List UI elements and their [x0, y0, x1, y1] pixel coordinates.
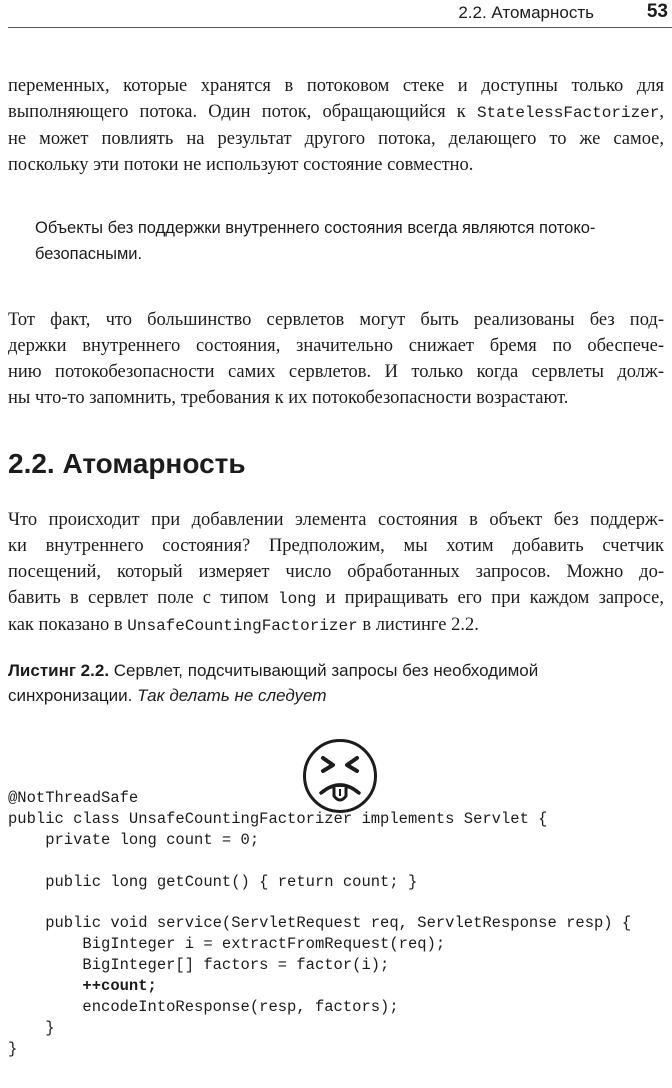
- note-line: Объекты без поддержки внутреннего состояния всегда являются потоко-: [35, 219, 596, 237]
- section-heading: 2.2. Атомарность: [8, 448, 246, 479]
- page-number: 53: [646, 1, 668, 22]
- inline-code: StatelessFactorizer: [476, 104, 660, 122]
- code-line: BigInteger i = extractFromRequest(req);: [8, 935, 446, 954]
- text-line: выполняющего потока. Один поток, обращающийся к StatelessFactorizer,: [8, 102, 664, 122]
- listing-warning: Так делать не следует: [137, 686, 327, 705]
- code-listing: [8, 788, 631, 1060]
- text-line: ны что-то запомнить, требования к их потокобезопасности возрастают.: [8, 388, 569, 408]
- inline-code: long: [278, 590, 317, 608]
- text-line: Тот факт, что большинство сервлетов могут быть реализованы без под-: [8, 310, 664, 330]
- text-line: ки внутреннего состояния? Предположим, мы хотим добавить счетчик: [8, 536, 664, 556]
- key-note: [35, 215, 645, 267]
- listing-caption: Листинг 2.2. Сервлет, подсчитывающий запросы без необходимой синхронизации. Так делать не следует: [8, 661, 539, 705]
- note-line: безопасными.: [35, 245, 143, 263]
- code-line: public class UnsafeCountingFactorizer implements Servlet {: [8, 809, 548, 828]
- text-line: переменных, которые хранятся в потоковом стеке и доступны только для: [8, 76, 664, 96]
- code-line: @NotThreadSafe: [8, 789, 139, 807]
- paragraph-2: [8, 307, 664, 411]
- text-line: нию потокобезопасности самих сервлетов. И только когда сервлеты долж-: [8, 362, 664, 382]
- code-line: private long count = 0;: [8, 830, 260, 849]
- code-line: encodeIntoResponse(resp, factors);: [8, 997, 399, 1016]
- text-line: Что происходит при добавлении элемента состояния в объект без поддерж-: [8, 510, 664, 530]
- paragraph-3: [8, 507, 664, 639]
- code-line: }: [8, 1018, 55, 1037]
- code-line: public long getCount() { return count; }: [8, 872, 418, 891]
- text-line: не может повлиять на результат другого потока, делающего то же самое,: [8, 129, 664, 149]
- code-line: }: [8, 1039, 18, 1058]
- listing-label: Листинг 2.2.: [8, 661, 110, 680]
- inline-code: UnsafeCountingFactorizer: [127, 617, 358, 635]
- header-section-title: 2.2. Атомарность: [458, 3, 594, 22]
- code-line: BigInteger[] factors = factor(i);: [8, 956, 390, 975]
- code-line: public void service(ServletRequest req, ServletResponse resp) {: [8, 914, 632, 933]
- code-line: [8, 851, 631, 872]
- header-rule: [8, 27, 672, 28]
- text-line: посещений, который измеряет число обработанных запросов. Можно до-: [8, 562, 664, 582]
- code-line: [8, 892, 631, 913]
- text-line: поскольку эти потоки не используют состояние совместно.: [8, 155, 474, 175]
- text-line: как показано в UnsafeCountingFactorizer в листинге 2.2.: [8, 615, 479, 635]
- text-line: бавить в сервлет поле с типом long и приращивать его при каждом запросе,: [8, 588, 664, 608]
- paragraph-1: [8, 73, 664, 178]
- code-line-highlighted: ++count;: [8, 977, 157, 996]
- text-line: держки внутреннего состояния, значительно снижает бремя по обеспече-: [8, 336, 664, 356]
